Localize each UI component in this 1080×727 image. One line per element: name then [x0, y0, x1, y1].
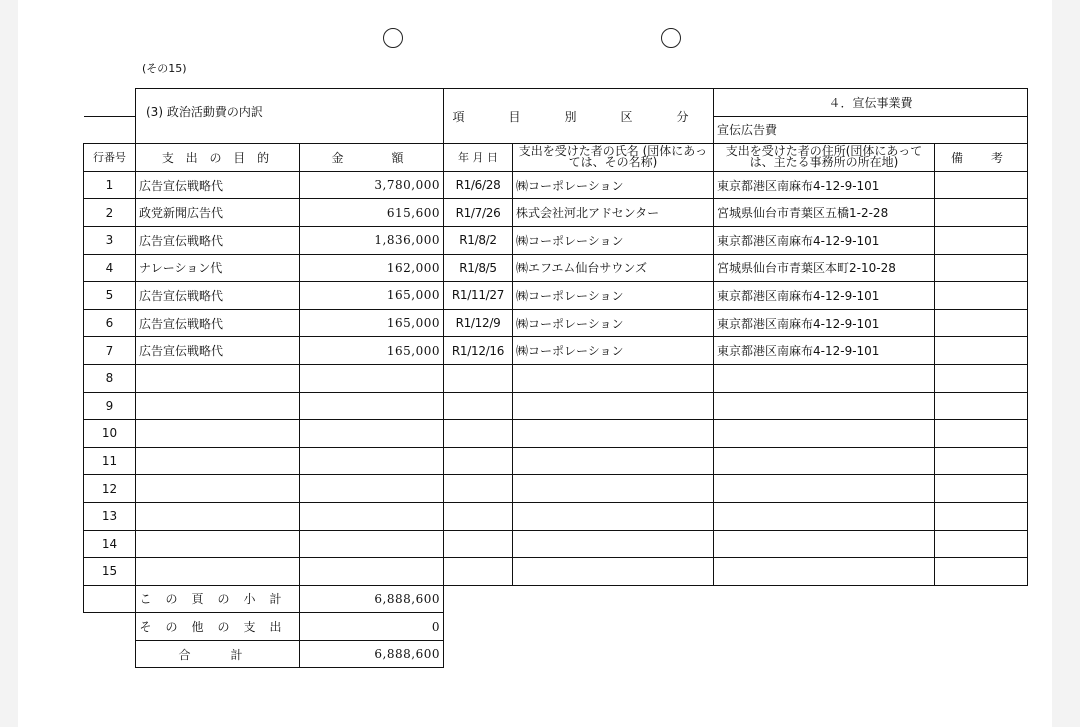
- row-payee: [513, 530, 714, 558]
- row-remarks: [935, 558, 1028, 586]
- row-address: [714, 447, 935, 475]
- row-number: 11: [84, 447, 136, 475]
- table-row: [84, 447, 1028, 475]
- totals-label-other: その他の支出: [136, 613, 300, 641]
- category-label: 項 目 別 区 分: [444, 89, 714, 144]
- blank-corner-2: [84, 116, 136, 144]
- totals-row-total: [84, 640, 1028, 668]
- table-row: [84, 282, 1028, 310]
- table-row: [84, 530, 1028, 558]
- row-remarks: [935, 337, 1028, 365]
- row-remarks: [935, 502, 1028, 530]
- row-number: 3: [84, 226, 136, 254]
- row-number: 6: [84, 309, 136, 337]
- row-purpose: [136, 530, 300, 558]
- row-address: [714, 558, 935, 586]
- row-address: [714, 364, 935, 392]
- row-amount: 165,000: [300, 282, 444, 310]
- totals-row-subtotal: [84, 585, 1028, 613]
- header-date: 年 月 日: [444, 144, 513, 172]
- row-remarks: [935, 309, 1028, 337]
- punch-hole-left: [383, 28, 403, 48]
- row-payee: ㈱コーポレーション: [513, 282, 714, 310]
- table-row: [84, 364, 1028, 392]
- row-amount: [300, 530, 444, 558]
- row-address: [714, 502, 935, 530]
- row-payee: ㈱コーポレーション: [513, 337, 714, 365]
- row-number: 9: [84, 392, 136, 420]
- row-payee: ㈱コーポレーション: [513, 226, 714, 254]
- row-purpose: [136, 558, 300, 586]
- header-purpose: 支 出 の 目 的: [136, 144, 300, 172]
- row-payee: ㈱エフエム仙台サウンズ: [513, 254, 714, 282]
- row-purpose: 広告宣伝戦略代: [136, 171, 300, 199]
- totals-label-total: 合 計: [136, 640, 300, 668]
- row-purpose: [136, 475, 300, 503]
- row-purpose: [136, 502, 300, 530]
- row-amount: 1,836,000: [300, 226, 444, 254]
- row-address: [714, 392, 935, 420]
- row-address: 東京都港区南麻布4-12-9-101: [714, 226, 935, 254]
- row-amount: 162,000: [300, 254, 444, 282]
- row-date: [444, 447, 513, 475]
- category-value: ４．宣伝事業費: [714, 89, 1028, 117]
- row-remarks: [935, 364, 1028, 392]
- row-purpose: [136, 392, 300, 420]
- row-amount: 615,600: [300, 199, 444, 227]
- row-address: 東京都港区南麻布4-12-9-101: [714, 337, 935, 365]
- totals-blank: [84, 613, 136, 641]
- row-amount: [300, 392, 444, 420]
- table-row: [84, 171, 1028, 199]
- row-number: 7: [84, 337, 136, 365]
- header-address: 支出を受けた者の住所(団体にあっては、主たる事務所の所在地): [714, 144, 935, 172]
- header-payee: 支出を受けた者の氏名 (団体にあっては、その名称): [513, 144, 714, 172]
- row-number: 4: [84, 254, 136, 282]
- row-date: R1/8/5: [444, 254, 513, 282]
- expense-table: [83, 88, 1028, 668]
- row-number: 2: [84, 199, 136, 227]
- row-purpose: ナレーション代: [136, 254, 300, 282]
- row-date: [444, 392, 513, 420]
- row-number: 8: [84, 364, 136, 392]
- table-row: [84, 392, 1028, 420]
- row-date: R1/11/27: [444, 282, 513, 310]
- totals-value-subtotal: 6,888,600: [300, 585, 444, 613]
- row-address: 東京都港区南麻布4-12-9-101: [714, 309, 935, 337]
- row-purpose: 広告宣伝戦略代: [136, 226, 300, 254]
- row-address: [714, 530, 935, 558]
- row-date: [444, 558, 513, 586]
- row-amount: 165,000: [300, 337, 444, 365]
- row-amount: [300, 420, 444, 448]
- row-date: R1/6/28: [444, 171, 513, 199]
- row-amount: [300, 447, 444, 475]
- row-number: 12: [84, 475, 136, 503]
- row-date: R1/7/26: [444, 199, 513, 227]
- row-payee: [513, 420, 714, 448]
- row-address: 東京都港区南麻布4-12-9-101: [714, 282, 935, 310]
- row-purpose: [136, 420, 300, 448]
- table-row: [84, 337, 1028, 365]
- punch-hole-right: [661, 28, 681, 48]
- row-payee: [513, 364, 714, 392]
- row-remarks: [935, 447, 1028, 475]
- row-number: 15: [84, 558, 136, 586]
- totals-blank: [84, 640, 136, 668]
- row-date: [444, 475, 513, 503]
- row-payee: ㈱コーポレーション: [513, 309, 714, 337]
- row-date: R1/12/9: [444, 309, 513, 337]
- row-address: 東京都港区南麻布4-12-9-101: [714, 171, 935, 199]
- row-payee: [513, 392, 714, 420]
- row-amount: [300, 475, 444, 503]
- row-number: 14: [84, 530, 136, 558]
- row-remarks: [935, 420, 1028, 448]
- row-date: [444, 420, 513, 448]
- totals-label-subtotal: この頁の小計: [136, 585, 300, 613]
- table-row: [84, 420, 1028, 448]
- totals-blank: [84, 585, 136, 613]
- row-remarks: [935, 171, 1028, 199]
- row-address: [714, 420, 935, 448]
- blank-corner: [84, 89, 136, 117]
- document-page: [18, 0, 1052, 727]
- totals-spacer: [444, 585, 1028, 613]
- row-amount: [300, 502, 444, 530]
- row-purpose: 広告宣伝戦略代: [136, 337, 300, 365]
- row-purpose: 広告宣伝戦略代: [136, 282, 300, 310]
- table-row: [84, 475, 1028, 503]
- table-row: [84, 199, 1028, 227]
- form-number: (その15): [142, 62, 187, 75]
- table-row: [84, 226, 1028, 254]
- header-amount: 金 額: [300, 144, 444, 172]
- row-amount: 3,780,000: [300, 171, 444, 199]
- table-row: [84, 309, 1028, 337]
- row-amount: [300, 364, 444, 392]
- row-address: [714, 475, 935, 503]
- row-remarks: [935, 199, 1028, 227]
- row-purpose: 政党新聞広告代: [136, 199, 300, 227]
- section-title: (3) 政治活動費の内訳: [136, 89, 444, 144]
- table-row: [84, 502, 1028, 530]
- row-remarks: [935, 530, 1028, 558]
- row-purpose: [136, 364, 300, 392]
- table-row: [84, 558, 1028, 586]
- row-payee: [513, 475, 714, 503]
- row-remarks: [935, 254, 1028, 282]
- header-remarks: 備 考: [935, 144, 1028, 172]
- row-remarks: [935, 392, 1028, 420]
- row-purpose: [136, 447, 300, 475]
- row-number: 10: [84, 420, 136, 448]
- totals-spacer: [444, 613, 1028, 641]
- row-date: R1/12/16: [444, 337, 513, 365]
- row-remarks: [935, 226, 1028, 254]
- row-date: [444, 502, 513, 530]
- row-date: [444, 530, 513, 558]
- row-number: 13: [84, 502, 136, 530]
- subcategory: 宣伝広告費: [714, 116, 1028, 144]
- row-payee: [513, 558, 714, 586]
- row-remarks: [935, 282, 1028, 310]
- row-payee: [513, 502, 714, 530]
- row-payee: [513, 447, 714, 475]
- row-amount: [300, 558, 444, 586]
- row-purpose: 広告宣伝戦略代: [136, 309, 300, 337]
- row-address: 宮城県仙台市青葉区五橋1-2-28: [714, 199, 935, 227]
- row-payee: ㈱コーポレーション: [513, 171, 714, 199]
- row-number: 1: [84, 171, 136, 199]
- row-payee: 株式会社河北アドセンター: [513, 199, 714, 227]
- row-remarks: [935, 475, 1028, 503]
- row-address: 宮城県仙台市青葉区本町2-10-28: [714, 254, 935, 282]
- totals-spacer: [444, 640, 1028, 668]
- totals-value-total: 6,888,600: [300, 640, 444, 668]
- header-row-no: 行番号: [84, 144, 136, 172]
- totals-row-other: [84, 613, 1028, 641]
- row-amount: 165,000: [300, 309, 444, 337]
- row-date: R1/8/2: [444, 226, 513, 254]
- totals-value-other: 0: [300, 613, 444, 641]
- row-date: [444, 364, 513, 392]
- row-number: 5: [84, 282, 136, 310]
- table-row: [84, 254, 1028, 282]
